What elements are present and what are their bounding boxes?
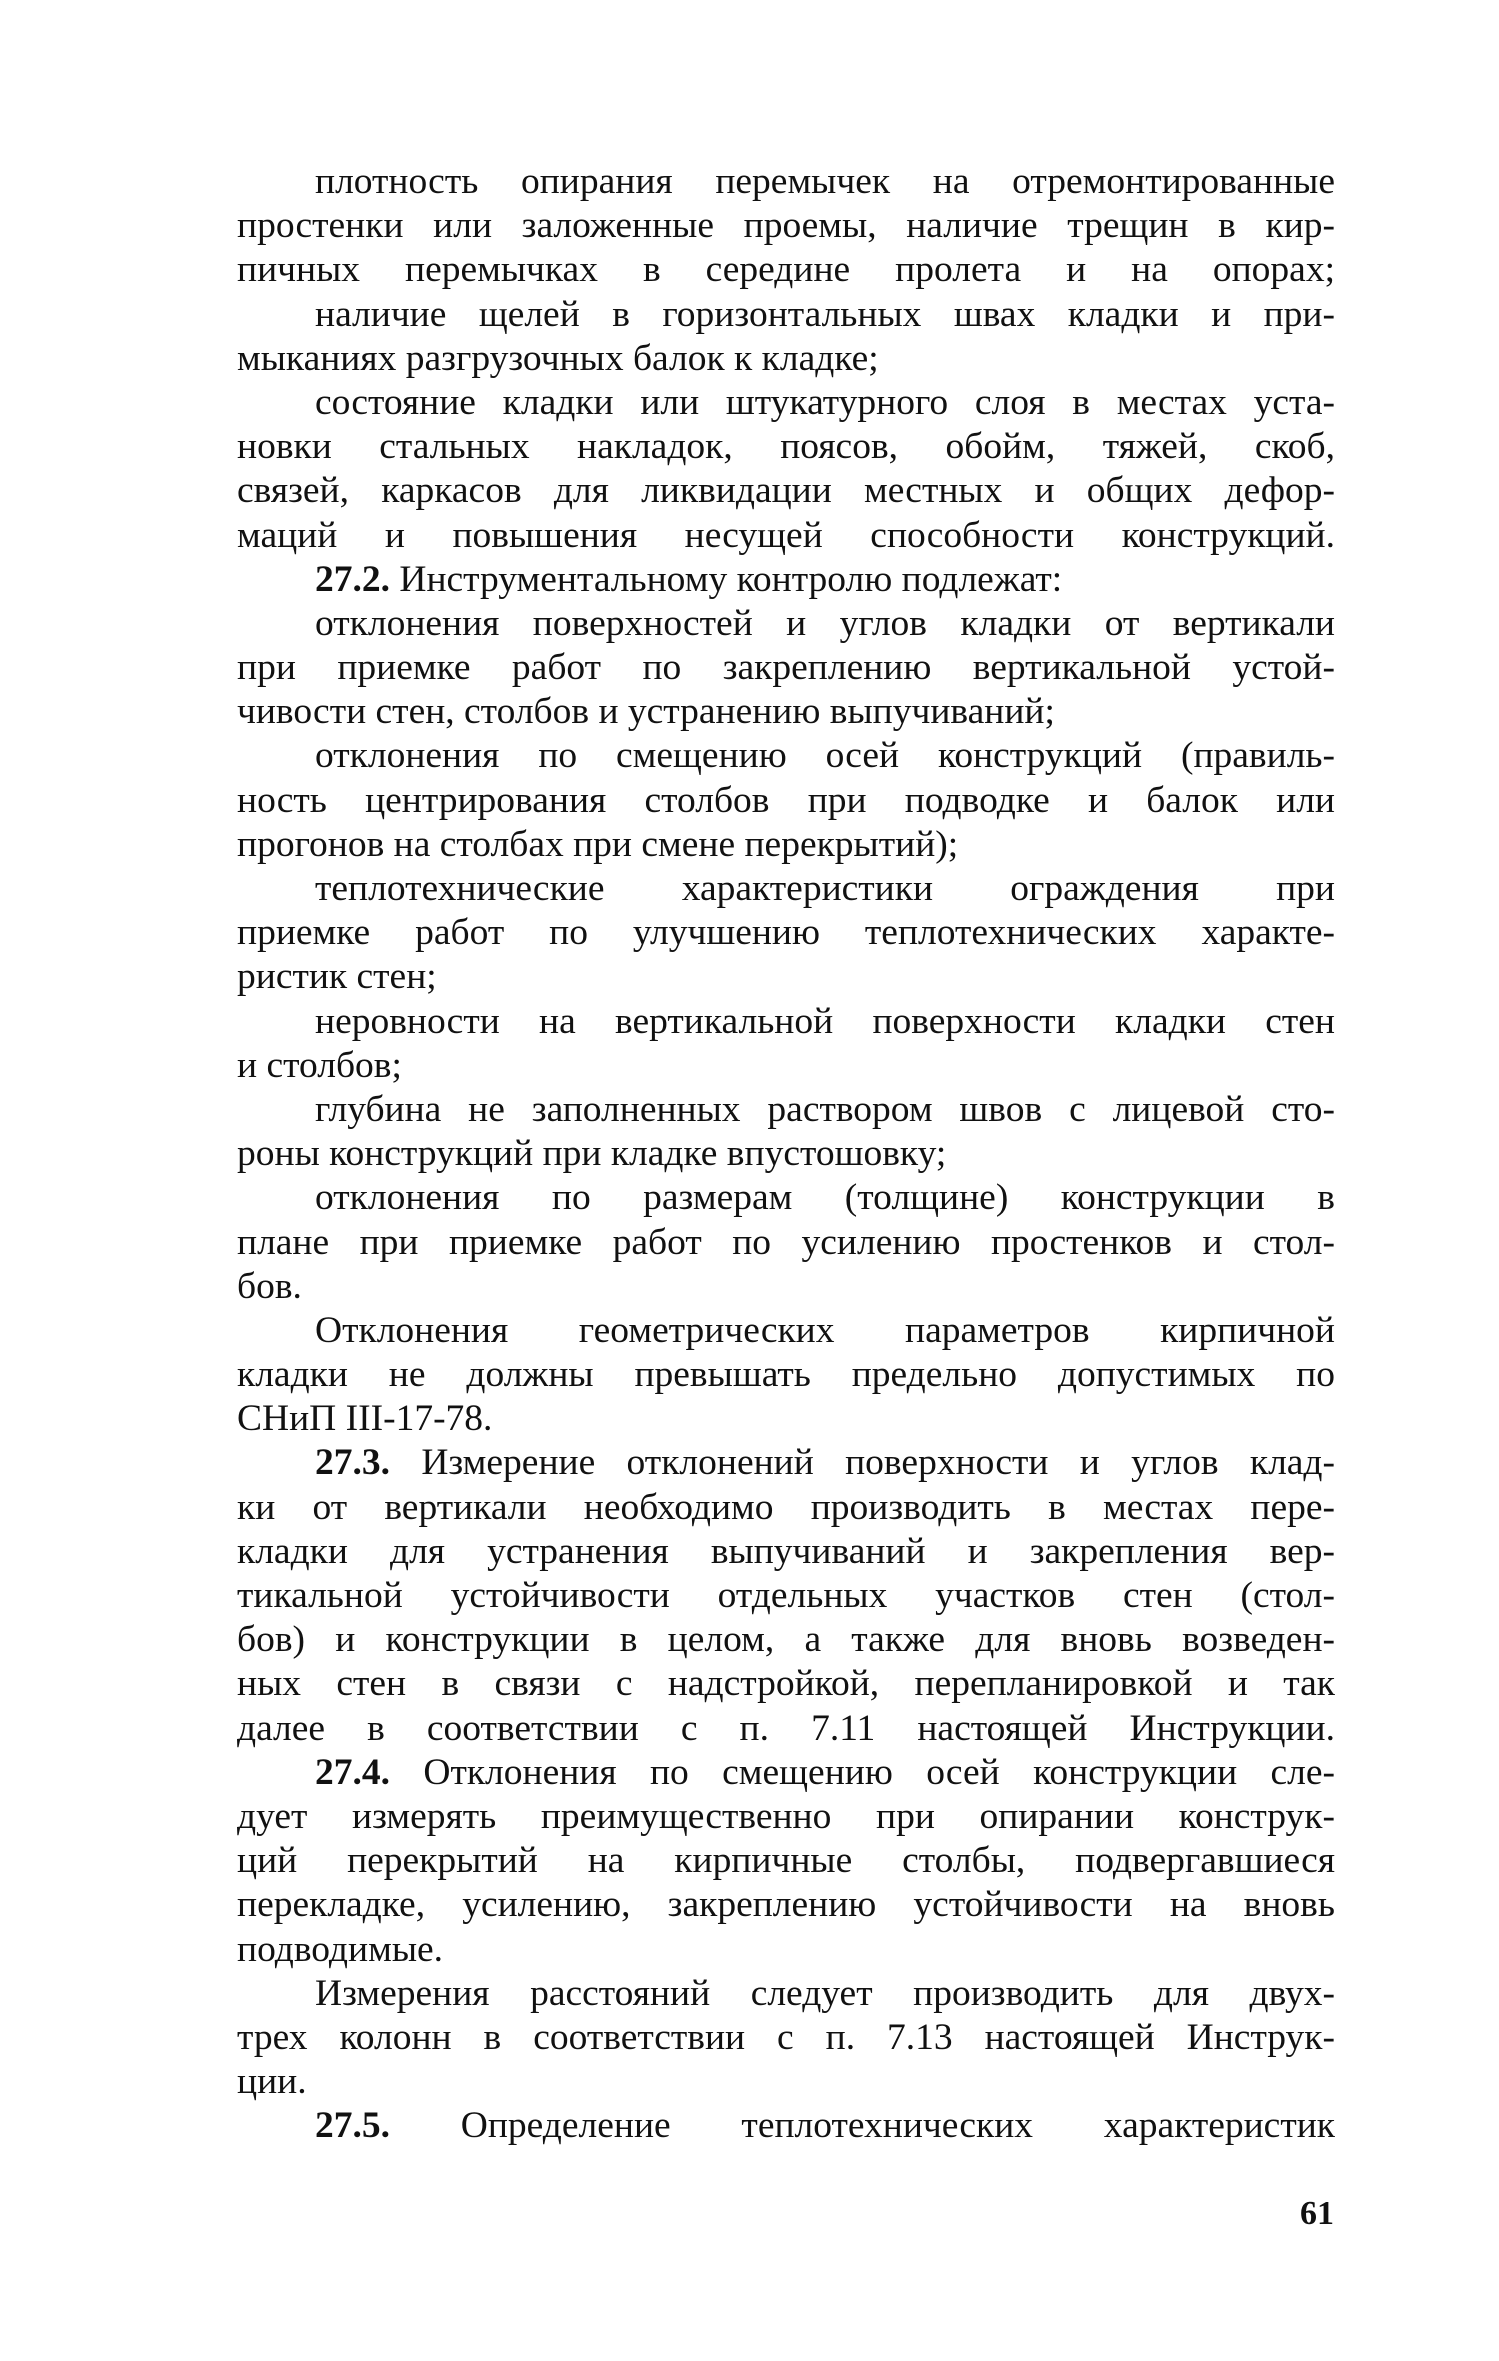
text-line: ций перекрытий на кирпичные столбы, подвергавшиеся xyxy=(237,1840,1335,1882)
text-line xyxy=(237,558,1335,602)
text-line: состояние кладки или штукатурного слоя в местах уста- xyxy=(315,381,1335,423)
paragraph xyxy=(237,293,1335,381)
text-line: отклонения поверхностей и углов кладки от вертикали xyxy=(315,602,1335,644)
text-line: ность центрирования столбов при подводке и балок или xyxy=(237,779,1335,821)
text-line: бов. xyxy=(237,1265,302,1307)
text-line xyxy=(237,2104,1335,2148)
text-fragment: Определение теплотехнических характеристик xyxy=(390,2105,1335,2147)
text-line: СНиП III-17-78. xyxy=(237,1398,493,1440)
paragraph xyxy=(237,160,1335,293)
section-number: 27.4. xyxy=(315,1751,390,1793)
paragraph xyxy=(237,1972,1335,2105)
page-number: 61 xyxy=(1300,2195,1334,2232)
text-fragment: Измерение отклонений поверхности и углов клад- xyxy=(390,1442,1335,1484)
section-paragraph xyxy=(237,2104,1335,2148)
paragraph xyxy=(237,381,1335,558)
text-line: приемке работ по улучшению теплотехнических характе- xyxy=(237,912,1335,954)
text-line: связей, каркасов для ликвидации местных и общих дефор- xyxy=(237,470,1335,512)
text-line: бов) и конструкции в целом, а также для вновь возведен- xyxy=(237,1619,1335,1661)
text-line: кладки для устранения выпучиваний и закрепления вер- xyxy=(237,1530,1335,1572)
section-paragraph xyxy=(237,1751,1335,1972)
text-line: ции. xyxy=(237,2061,307,2103)
text-line: ки от вертикали необходимо производить в местах пере- xyxy=(237,1486,1335,1528)
text-line: трех колонн в соответствии с п. 7.13 настоящей Инструк- xyxy=(237,2016,1335,2058)
text-line: подводимые. xyxy=(237,1928,444,1970)
paragraph xyxy=(237,1309,1335,1442)
text-line: тикальной устойчивости отдельных участков стен (стол- xyxy=(237,1575,1335,1616)
paragraph xyxy=(237,867,1335,1000)
paragraph xyxy=(237,1000,1335,1088)
text-line: кладки не должны превышать предельно допустимых по xyxy=(237,1354,1335,1396)
text-line: отклонения по размерам (толщине) конструкции в xyxy=(315,1177,1335,1219)
text-line: Измерения расстояний следует производить для двух- xyxy=(315,1972,1335,2014)
paragraph xyxy=(237,1176,1335,1309)
text-line: простенки или заложенные проемы, наличие трещин в кир- xyxy=(237,205,1335,247)
text-line: при приемке работ по закреплению вертикальной устой- xyxy=(237,647,1335,689)
paragraph xyxy=(237,602,1335,735)
text-line: наличие щелей в горизонтальных швах кладки и при- xyxy=(315,293,1335,335)
text-line: плане при приемке работ по усилению простенков и стол- xyxy=(237,1221,1335,1263)
text-line xyxy=(237,1441,1335,1485)
text-line: маций и повышения несущей способности конструкций. xyxy=(237,514,1335,556)
text-line: дует измерять преимущественно при опирании конструк- xyxy=(237,1795,1335,1837)
section-number: 27.5. xyxy=(315,2105,390,2147)
text-fragment: Отклонения по смещению осей конструкции сле- xyxy=(390,1751,1335,1793)
text-line: перекладке, усилению, закреплению устойчивости на вновь xyxy=(237,1884,1335,1926)
section-paragraph xyxy=(237,558,1335,602)
text-line: мыканиях разгрузочных балок к кладке; xyxy=(237,337,879,379)
text-line: Отклонения геометрических параметров кирпичной xyxy=(315,1309,1335,1351)
text-line: глубина не заполненных раствором швов с лицевой сто- xyxy=(315,1088,1335,1130)
paragraph xyxy=(237,734,1335,867)
text-line: чивости стен, столбов и устранению выпучиваний; xyxy=(237,691,1055,733)
text-line: отклонения по смещению осей конструкций (правиль- xyxy=(315,735,1335,777)
text-line: и столбов; xyxy=(237,1044,402,1086)
section-number: 27.3. xyxy=(315,1442,390,1484)
paragraph xyxy=(237,1088,1335,1176)
text-line: новки стальных накладок, поясов, обойм, тяжей, скоб, xyxy=(237,426,1335,468)
text-line: далее в соответствии с п. 7.11 настоящей Инструкции. xyxy=(237,1707,1335,1749)
text-line: прогонов на столбах при смене перекрытий); xyxy=(237,823,959,865)
text-line xyxy=(237,1751,1335,1795)
text-fragment: Инструментальному контролю подлежат: xyxy=(390,558,1063,600)
section-paragraph xyxy=(237,1441,1335,1750)
text-line: пичных перемычках в середине пролета и на опорах; xyxy=(237,249,1335,291)
document-body xyxy=(237,160,1335,2148)
text-line: плотность опирания перемычек на отремонтированные xyxy=(315,161,1335,202)
text-line: ристик стен; xyxy=(237,956,437,998)
text-line: роны конструкций при кладке впустошовку; xyxy=(237,1133,947,1175)
section-number: 27.2. xyxy=(315,558,390,600)
text-line: теплотехнические характеристики ограждения при xyxy=(315,868,1335,909)
text-line: ных стен в связи с надстройкой, перепланировкой и так xyxy=(237,1663,1335,1705)
text-line: неровности на вертикальной поверхности кладки стен xyxy=(315,1000,1335,1042)
